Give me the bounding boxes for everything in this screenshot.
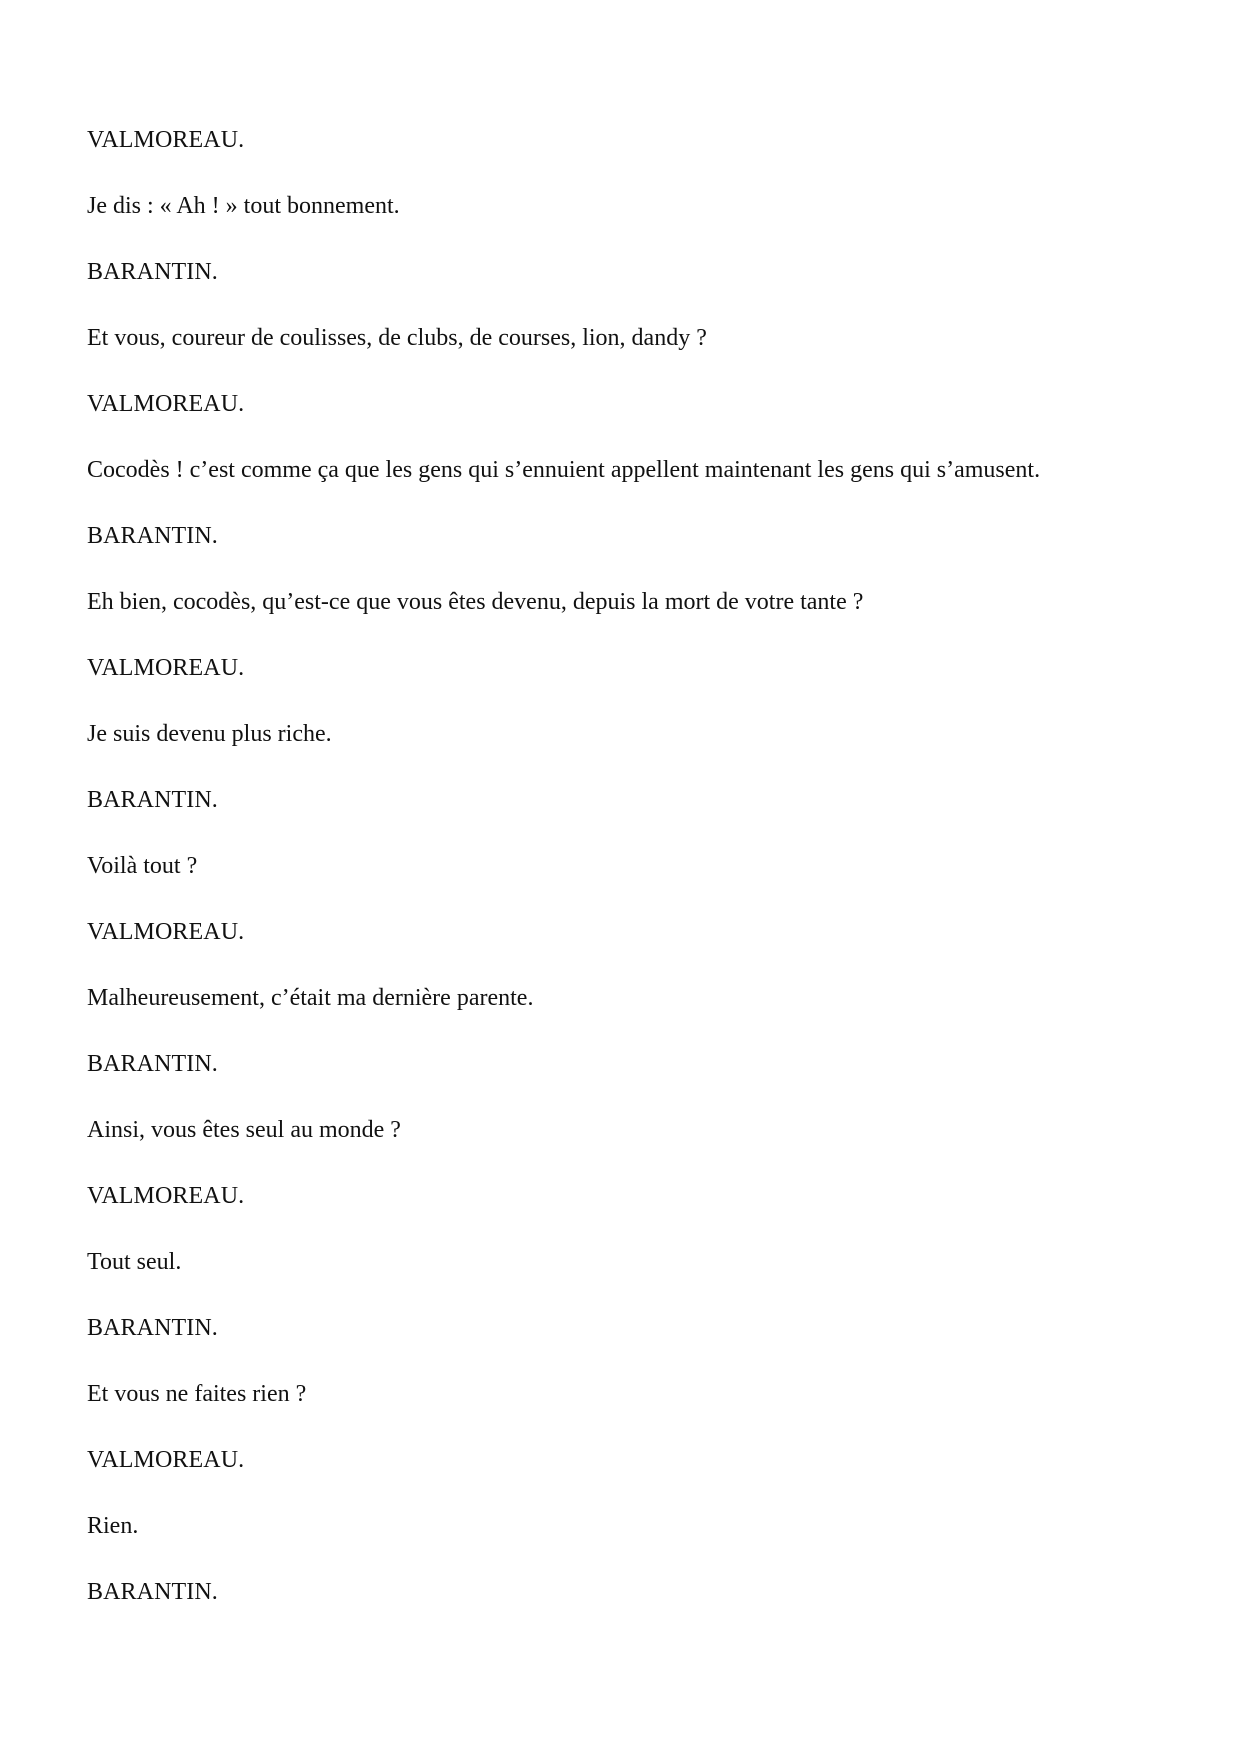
speaker-name: BARANTIN. xyxy=(87,523,218,549)
speaker-name: VALMOREAU. xyxy=(87,391,245,417)
speaker-name: VALMOREAU. xyxy=(87,1447,245,1473)
speech-line: Cocodès ! c’est comme ça que les gens qui s’ennuient appellent maintenant les gens qui s’amusent. xyxy=(87,457,1041,483)
speech-line: Rien. xyxy=(87,1513,139,1539)
speaker-name: BARANTIN. xyxy=(87,259,218,285)
speaker-name: BARANTIN. xyxy=(87,1579,218,1605)
speech-line: Eh bien, cocodès, qu’est-ce que vous êtes devenu, depuis la mort de votre tante ? xyxy=(87,589,864,615)
speaker-name: VALMOREAU. xyxy=(87,1183,245,1209)
speech-line: Tout seul. xyxy=(87,1249,182,1275)
speech-line: Et vous, coureur de coulisses, de clubs, de courses, lion, dandy ? xyxy=(87,325,707,351)
speech-line: Voilà tout ? xyxy=(87,853,198,879)
speech-line: Je dis : « Ah ! » tout bonnement. xyxy=(87,193,400,219)
speaker-name: VALMOREAU. xyxy=(87,919,245,945)
speech-line: Ainsi, vous êtes seul au monde ? xyxy=(87,1117,401,1143)
speaker-name: VALMOREAU. xyxy=(87,127,245,153)
speech-line: Et vous ne faites rien ? xyxy=(87,1381,307,1407)
speaker-name: BARANTIN. xyxy=(87,1051,218,1077)
speaker-name: BARANTIN. xyxy=(87,1315,218,1341)
play-dialogue xyxy=(87,124,1152,1642)
speech-line: Malheureusement, c’était ma dernière parente. xyxy=(87,985,534,1011)
speaker-name: VALMOREAU. xyxy=(87,655,245,681)
speaker-name: BARANTIN. xyxy=(87,787,218,813)
speech-line: Je suis devenu plus riche. xyxy=(87,721,332,747)
